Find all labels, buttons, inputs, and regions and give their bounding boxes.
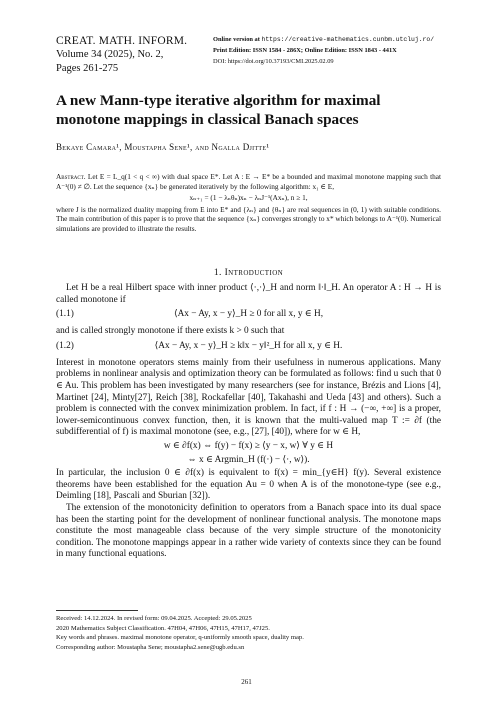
footnote-msc: 2020 Mathematics Subject Classification. 47H04, 47H06, 47H15, 47H17, 47J25. [56,624,270,632]
body-paragraph-1: Let H be a real Hilbert space with inner product ⟨·,·⟩_H and norm ‖·‖_H. An operator A : H → H is called monotone if [56,283,441,305]
abstract-text-2: where J is the normalized duality mapping from E into E* and {λₙ} and {θₙ} are real sequences in (0, 1) with suitable conditions. The main contribution of this paper is to prove that the sequence {xₙ} converges strongly to x* which belongs to A⁻¹(0). Numerical simulations are provided to illustrate the results. [56,204,441,233]
equation-body: ⟨Ax − Ay, x − y⟩_H ≥ 0 for all x, y ∈ H, [173,309,324,320]
equation-number: (1.2) [56,340,74,351]
equation-1-2 [56,341,441,355]
equation-subdifferential: w ∈ ∂f(x) ⇔ f(y) − f(x) ≥ ⟨y − x, w⟩ ∀ y ∈ H [163,440,334,451]
equation-number: (1.1) [56,309,74,320]
abstract-equation: xₙ₊₁ = (1 − λₙθₙ)xₙ − λₙJ⁻¹(Axₙ), n ≥ 1, [189,193,308,203]
abstract [56,172,441,234]
issn-line: Print Edition: ISSN 1584 - 286X; Online Edition: ISSN 1843 - 441X [213,47,397,54]
equation-body: ⟨Ax − Ay, x − y⟩_H ≥ k‖x − y‖²_H for all x, y ∈ H. [154,340,343,351]
journal-volume: Volume 34 (2025), No. 2, [56,49,164,60]
page-number: 261 [241,678,252,686]
footnote-keywords: Key words and phrases. maximal monotone operator, q-uniformly smooth space, duality map. [56,634,304,641]
section-heading: 1. Introduction [213,268,284,278]
abstract-text-1: Let E = L_q(1 < q < ∞) with dual space E*. Let A : E → E* be a bounded and maximal monotone mapping such that A⁻¹(0) ≠ ∅. Let the sequence {xₙ} be generated iteratively by the following algorithm: x₁ ∈ E, [56,172,442,191]
footnote-dates: Received: 14.12.2024. In revised form: 09.04.2025. Accepted: 29.05.2025 [56,615,252,622]
doi-link[interactable]: DOI: https://doi.org/10.37193/CMI.2025.02.09 [213,58,334,65]
body-paragraph-3: Interest in monotone operators stems mainly from their usefulness in numerous applications. Many problems in nonlinear analysis and optimization theory can be formulated as follows: find u such that 0 ∈ Au. This problem has been investigated by many researchers (see for instance, Brézis and Lions [4], Martinet [24], Minty[27], Reich [38], Rockafellar [40], Takahashi and Ueda [43] and others). Such a problem is connected with the convex minimization problem. In fact, if f : H → (−∞, +∞] is a proper, lower-semicontinuous convex function, then, it is known that the multi-valued map T := ∂f (the subdifferential of f) is maximal monotone (see, e.g., [27], [40]), where for w ∈ H, [56,357,441,438]
online-version: Online version at https://creative-mathematics.cunbm.utcluj.ro/ [213,36,435,43]
footnote-divider [56,610,138,611]
footnotes [56,614,456,652]
paper-authors: Bekaye Camara¹, Moustapha Sene¹, and Ngalla Djitte¹ [56,142,270,152]
publication-info [213,34,434,67]
journal-name: CREAT. MATH. INFORM. [56,35,188,47]
equation-1-1 [56,309,441,323]
journal-pages: Pages 261-275 [56,63,119,74]
paper-title: A new Mann-type iterative algorithm for maximal monotone mappings in classical Banach spaces [56,92,381,128]
abstract-label: Abstract. [56,172,86,181]
journal-header [56,34,187,76]
footnote-corresponding: Corresponding author: Moustapha Sene; moustapha2.sene@ugb.edu.sn [56,643,245,651]
body-paragraph-2: and is called strongly monotone if there exists k > 0 such that [56,326,285,337]
body-text [56,283,441,561]
online-url-link[interactable]: https://creative-mathematics.cunbm.utcluj.ro/ [261,36,435,43]
body-paragraph-4: In particular, the inclusion 0 ∈ ∂f(x) is equivalent to f(x) = min_{y∈H} f(y). Several existence theorems have been established for the equation Au = 0 when A is of the monotone-type (see e.g., Deimling [18], Pascali and Sburian [32]). [56,468,441,502]
equation-argmin: ⇔ x ∈ Argmin_H (f(·) − ⟨·, w⟩). [187,454,310,465]
body-paragraph-5: The extension of the monotonicity definition to operators from a Banach space into its dual space has been the starting point for the development of nonlinear functional analysis. The monotone maps constitute the most manageable class because of the very simple structure of the monotonicity condition. The monotone mappings appear in a rather wide variety of contexts since they can be found in many functional equations. [56,502,441,560]
